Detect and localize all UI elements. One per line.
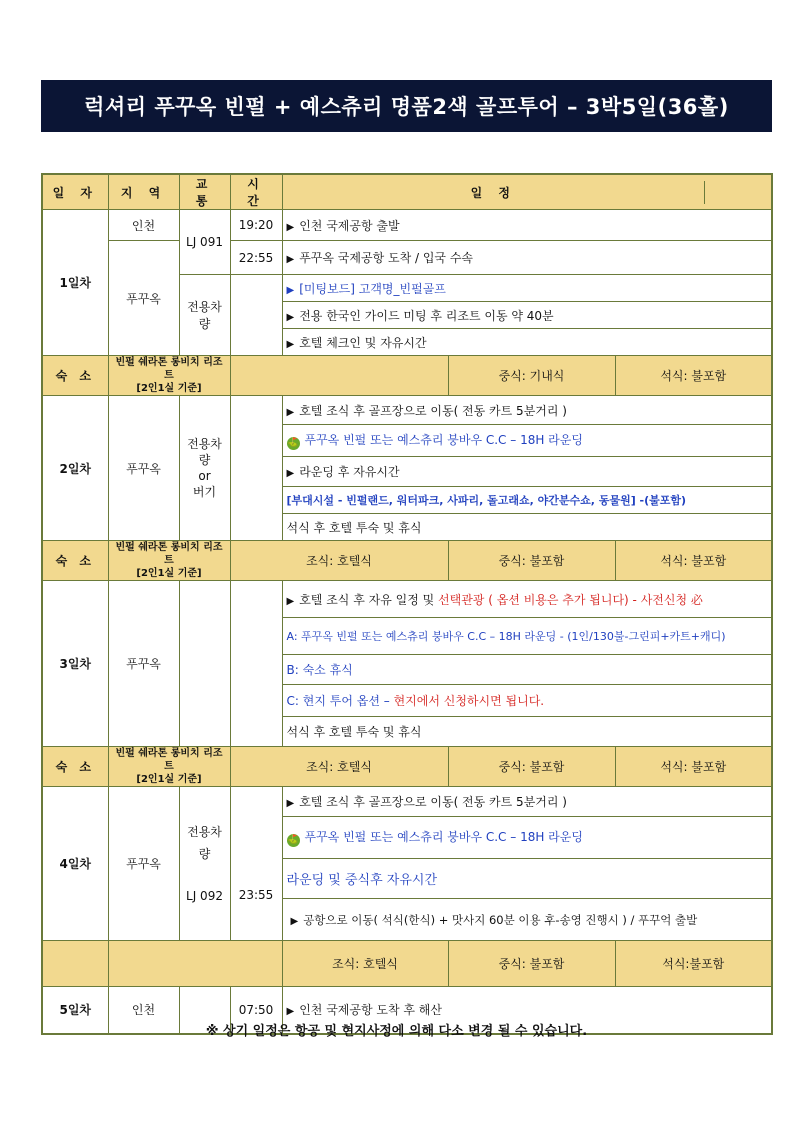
stay1-hotel [108,356,230,396]
day3-item-3-prefix: B: [286,663,303,677]
day3-label: 3일차 [42,581,108,747]
stay1-dinner: 석식: 불포함 [615,356,772,396]
stay3-basis: [2인1실 기준] [136,774,202,785]
stay2-hotel [108,541,230,581]
day2-item-2 [282,425,772,457]
stay2-label: 숙 소 [42,541,108,581]
stay1-hotel-name: 빈펄 쉐라톤 롱비치 리조트 [115,357,223,381]
day2-row-1 [42,396,772,425]
meals4-dinner: 석식:불포함 [615,941,772,987]
golf-icon: ⛳ [287,835,299,845]
stay1-lunch: 중식: 기내식 [448,356,615,396]
day3-item-4 [282,685,772,717]
day4-vehicle-spacer [184,865,226,885]
stay3-dinner: 석식: 불포함 [615,747,772,787]
stay2-basis: [2인1실 기준] [136,568,202,579]
day4-item-4: ▶ 공항으로 이동( 석식(한식) + 맛사지 60분 이용 후-송영 진행시 ) / 푸꾸억 출발 [282,899,772,941]
day1-item-1: ▶ 인천 국제공항 출발 [282,210,772,241]
day2-vehicle-1: 전용차량 [187,437,222,467]
day1-item-2: ▶ 푸꾸옥 국제공항 도착 / 입국 수속 [282,241,772,275]
stay2-hotel-name: 빈펄 쉐라톤 롱비치 리조트 [115,542,223,566]
day4-item-4-text: 공항으로 이동( 석식(한식) + 맛사지 60분 이용 후-송영 진행시 ) / 푸꾸억 출발 [303,912,698,927]
day4-label: 4일차 [42,787,108,941]
day3-item-5: 석식 후 호텔 투숙 및 휴식 [282,717,772,747]
header-schedule [282,174,772,210]
day1-flight: LJ 091 [179,210,230,275]
meals4-lunch: 중식: 불포함 [448,941,615,987]
day2-vehicle-or: or [198,469,211,483]
day1-time-1: 19:20 [230,210,282,241]
day3-item-1-text: 호텔 조식 후 자유 일정 및 [299,592,439,607]
day5-label: 5일차 [42,987,108,1034]
day1-item-4: ▶ 전용 한국인 가이드 미팅 후 리조트 이동 약 40분 [282,302,772,329]
day5-time: 07:50 [230,987,282,1034]
day4-time [230,787,282,941]
stay1-basis: [2인1실 기준] [136,383,202,394]
golf-icon: ⛳ [287,438,299,448]
day1-vehicle: 전용차량 [179,275,230,356]
day3-item-2-prefix: A: [286,630,302,643]
day4-row-1 [42,787,772,817]
day4-item-3: 라운딩 및 중식후 자유시간 [282,859,772,899]
day1-row-1 [42,210,772,241]
day3-item-4-note: 현지에서 신청하시면 됩니다. [393,694,545,708]
header-blank-cell [704,181,771,204]
header-transport: 교 통 [179,174,230,210]
day1-item-1-text: 인천 국제공항 출발 [299,218,400,233]
stay1-row [42,356,772,396]
day3-item-3 [282,655,772,685]
day3-item-1: ▶ 호텔 조식 후 자유 일정 및 선택관광 ( 옵션 비용은 추가 됩니다) - 사전신청 必 [282,581,772,618]
day1-label: 1일차 [42,210,108,356]
stay3-breakfast: 조식: 호텔식 [230,747,448,787]
stay1-breakfast-empty [230,356,448,396]
day2-time-empty [230,396,282,541]
day2-item-3-text: 라운딩 후 자유시간 [299,465,400,479]
day2-label: 2일차 [42,396,108,541]
day3-item-4-prefix: C: [286,694,303,708]
day5-region: 인천 [108,987,179,1034]
day5-item-1: ▶ 인천 국제공항 도착 후 해산 [282,987,772,1034]
stay3-label: 숙 소 [42,747,108,787]
day1-item-2-text: 푸꾸옥 국제공항 도착 / 입국 수속 [299,251,474,265]
day1-time-empty [230,275,282,356]
day3-time-empty [230,581,282,747]
meals4-empty-1 [42,941,108,987]
footer-note: ※ 상기 일정은 항공 및 현지사정에 의해 다소 변경 될 수 있습니다. [205,1024,588,1039]
stay2-lunch: 중식: 불포함 [448,541,615,581]
day1-item-3-text: [미팅보드] 고객명_빈펄골프 [299,281,446,296]
day1-row-2 [42,241,772,275]
itinerary-table [41,173,773,1035]
day2-item-3: ▶ 라운딩 후 자유시간 [282,457,772,487]
meals4-row [42,941,772,987]
day4-region: 푸꾸옥 [108,787,179,941]
table-header-row [42,174,772,210]
day3-item-2-text: 푸꾸옥 빈펄 또는 예스츄리 붕바우 C.C – 18H 라운딩 - (1인/130불-그린피+카트+캐디) [301,630,726,643]
day2-item-5: 석식 후 호텔 투숙 및 휴식 [282,514,772,541]
day2-item-4: [부대시설 - 빈펄랜드, 워터파크, 사파리, 돌고래쇼, 야간분수쇼, 동물원] -(불포함) [282,487,772,514]
day1-region-phuquoc: 푸꾸옥 [108,241,179,356]
stay1-label: 숙 소 [42,356,108,396]
day4-item-2 [282,817,772,859]
header-region: 지 역 [108,174,179,210]
meals4-breakfast: 조식: 호텔식 [282,941,448,987]
day3-item-1-option: 선택관광 ( 옵션 비용은 추가 됩니다) - 사전신청 必 [438,592,703,607]
day4-item-1-text: 호텔 조식 후 골프장으로 이동( 전동 카트 5분거리 ) [299,795,567,809]
stay2-row [42,541,772,581]
day2-item-1-text: 호텔 조식 후 골프장으로 이동( 전동 카트 5분거리 ) [299,403,567,418]
stay3-hotel-name: 빈펄 쉐라톤 롱비치 리조트 [115,748,223,772]
day3-row-1 [42,581,772,618]
day2-vehicle-2: 버기 [192,485,217,499]
day1-item-3: ▶ [미팅보드] 고객명_빈펄골프 [282,275,772,302]
stay2-dinner: 석식: 불포함 [615,541,772,581]
day3-item-3-text: 숙소 휴식 [302,663,353,677]
day4-flight: LJ 092 [186,888,223,903]
day1-item-5-text: 호텔 체크인 및 자유시간 [299,335,427,350]
page-title: 럭셔리 푸꾸옥 빈펄 + 예스츄리 명품2색 골프투어 – 3박5일(36홀) [41,80,772,132]
day1-item-5: ▶ 호텔 체크인 및 자유시간 [282,329,772,356]
header-schedule-label: 일 정 [470,185,516,200]
day5-item-1-text: 인천 국제공항 도착 후 해산 [299,1003,442,1018]
meals4-empty-2 [108,941,282,987]
header-time: 시 간 [230,174,282,210]
day3-region: 푸꾸옥 [108,581,179,747]
stay3-row [42,747,772,787]
day2-item-1: ▶ 호텔 조식 후 골프장으로 이동( 전동 카트 5분거리 ) [282,396,772,425]
day3-item-4-text: 현지 투어 옵션 – [302,694,394,708]
stay2-breakfast: 조식: 호텔식 [230,541,448,581]
stay3-lunch: 중식: 불포함 [448,747,615,787]
day1-time-2: 22:55 [230,241,282,275]
day4-time-text: 23:55 [238,888,274,902]
day4-item-1: ▶ 호텔 조식 후 골프장으로 이동( 전동 카트 5분거리 ) [282,787,772,817]
day1-region-incheon: 인천 [108,210,179,241]
day4-vehicle [179,787,230,941]
day3-vehicle-empty [179,581,230,747]
day4-item-2-text: 푸꾸옥 빈펄 또는 예스츄리 붕바우 C.C – 18H 라운딩 [304,830,583,844]
day3-item-2 [282,618,772,655]
stay3-hotel [108,747,230,787]
day2-item-2-text: 푸꾸옥 빈펄 또는 예스츄리 붕바우 C.C – 18H 라운딩 [304,433,583,447]
day2-vehicle [179,396,230,541]
header-day: 일 자 [42,174,108,210]
day4-vehicle-text: 전용차량 [187,824,222,861]
day1-item-4-text: 전용 한국인 가이드 미팅 후 리조트 이동 약 40분 [299,308,554,323]
day2-region: 푸꾸옥 [108,396,179,541]
